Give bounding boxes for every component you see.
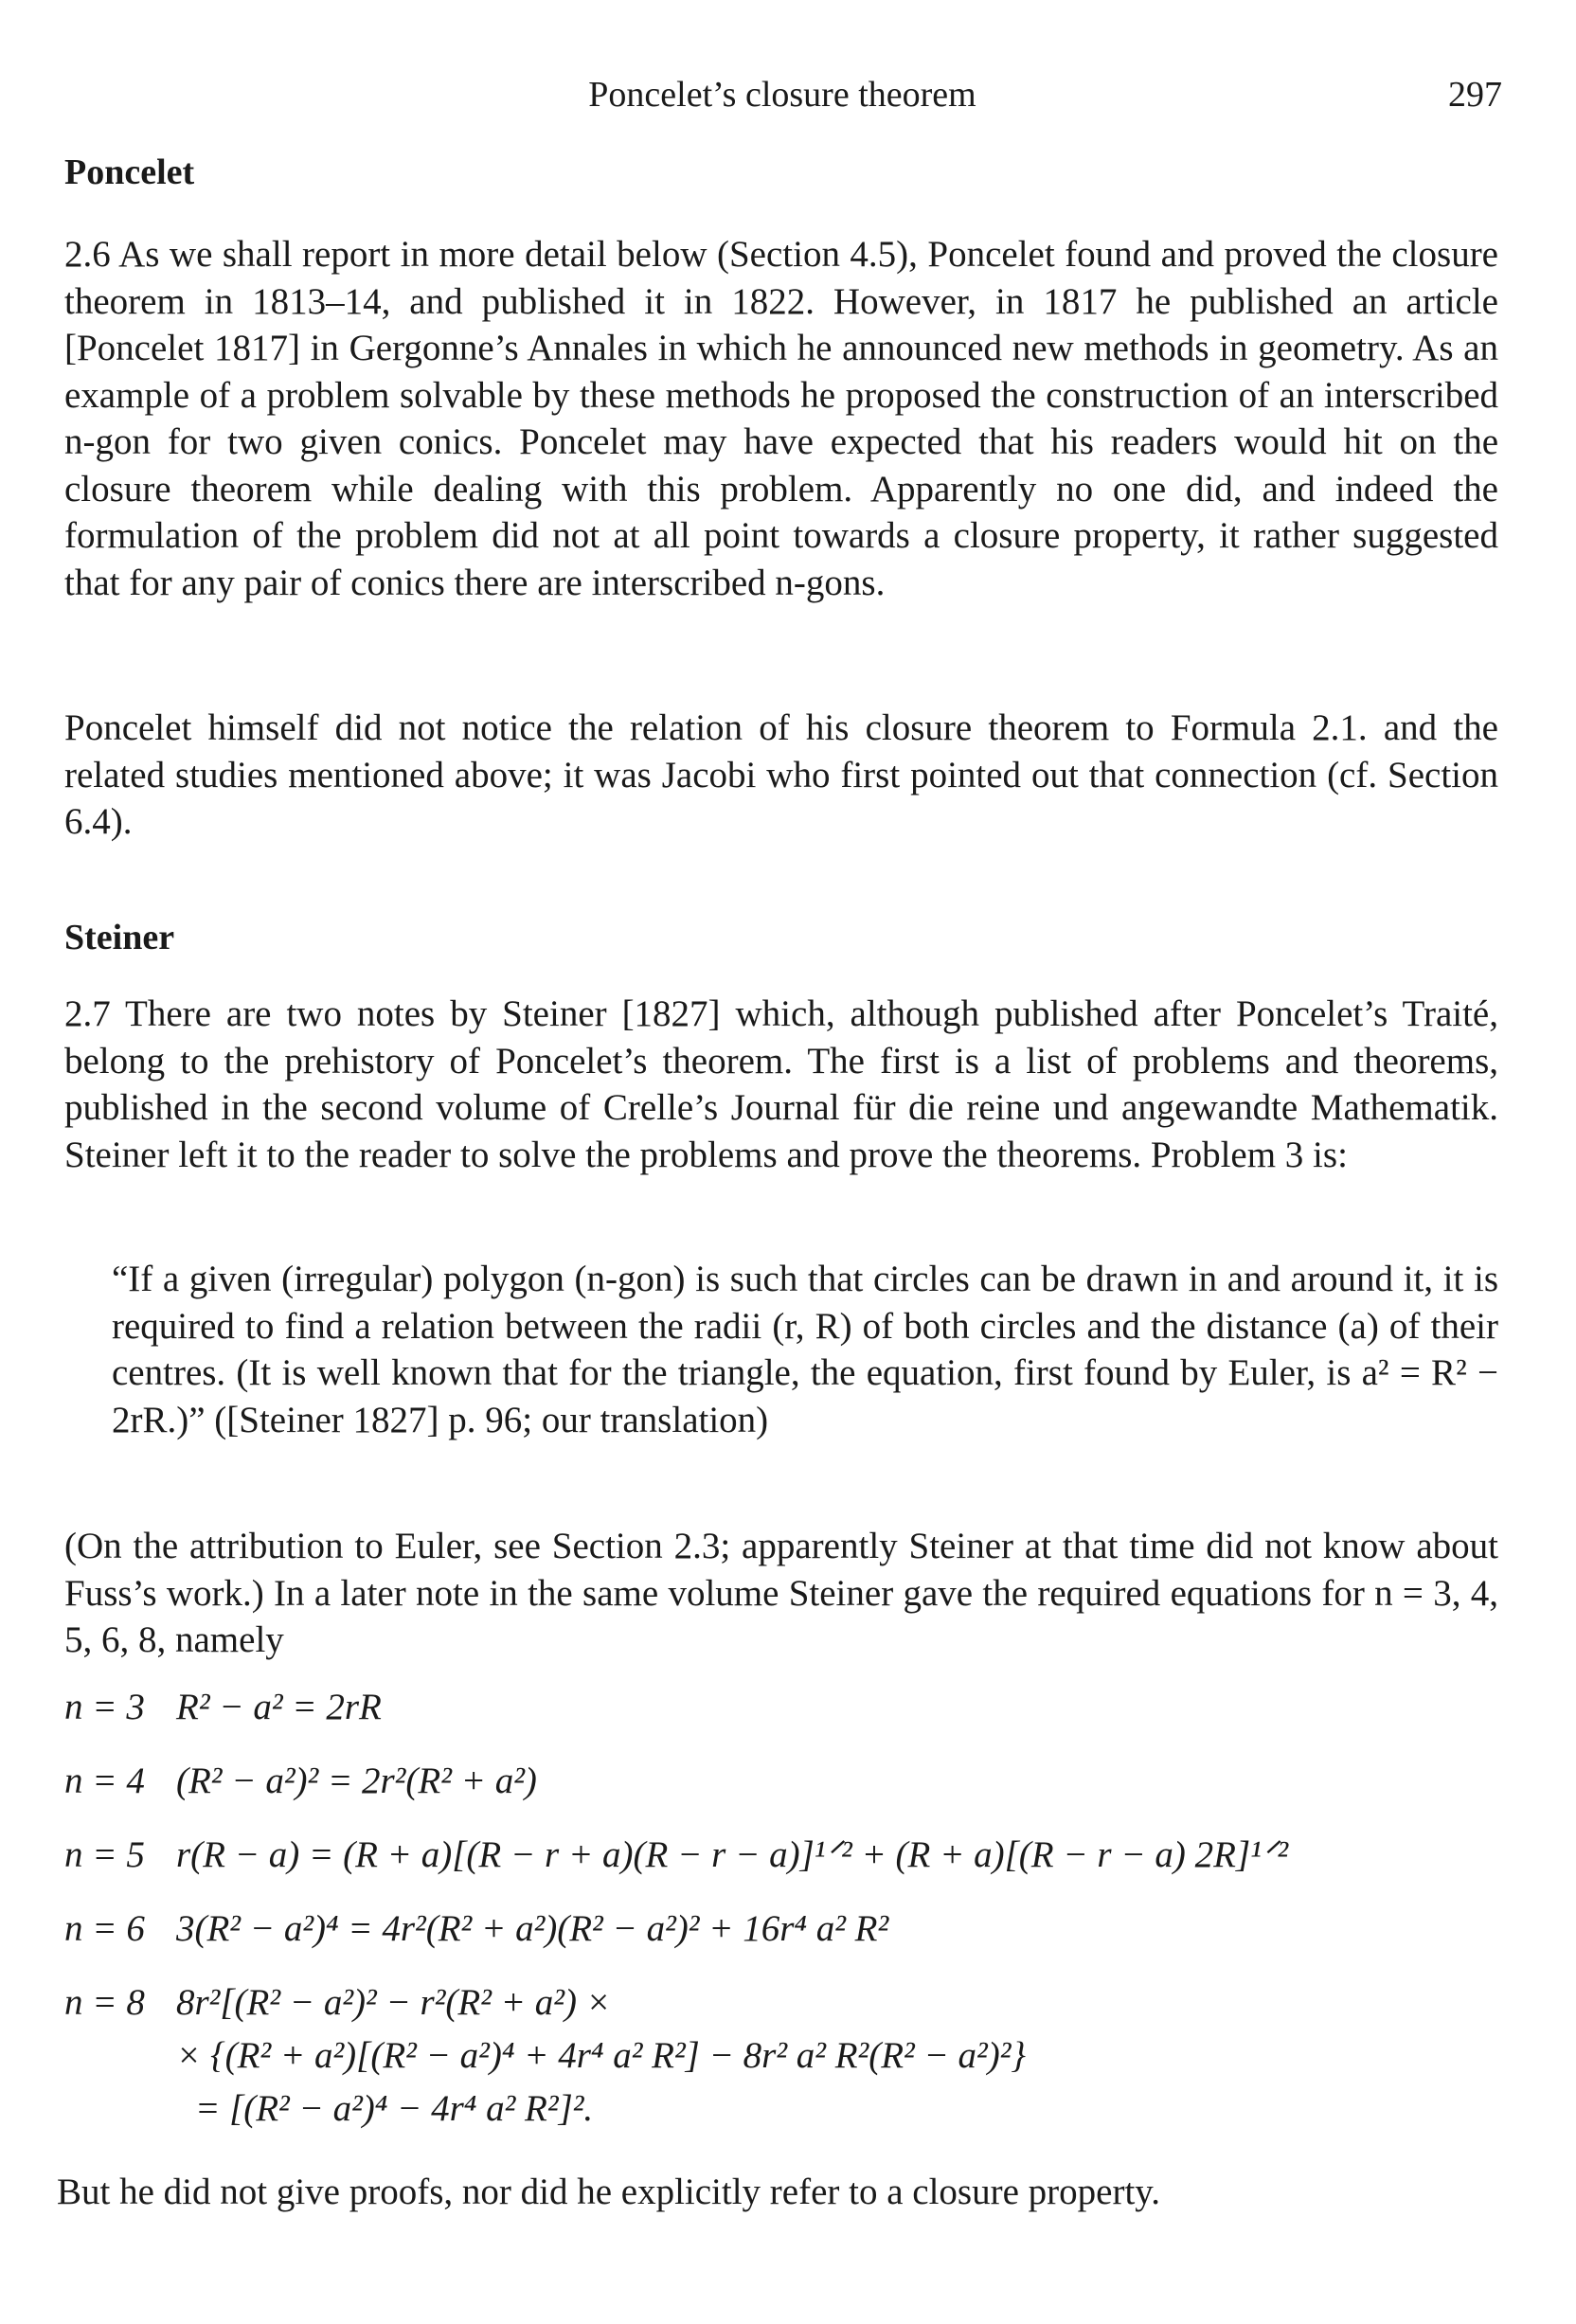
- section-heading-poncelet: Poncelet: [64, 152, 195, 192]
- steiner-problem-quote: “If a given (irregular) polygon (n-gon) is such that circles can be drawn in and around it, it is required to find a relation between the radii (r, R) of both circles and the distance (a) of their centres. (It is well known that for the triangle, the equation, first found by Euler, is a² = R² − 2rR.)” ([Steiner 1827] p. 96; our translation): [112, 1259, 1498, 1440]
- equation-expression: r(R − a) = (R + a)[(R − r + a)(R − r − a)]¹ᐟ² + (R + a)[(R − r − a) 2R]¹ᐟ²: [176, 1834, 1289, 1875]
- equation-label: n = 6: [64, 1908, 145, 1949]
- closing-sentence: But he did not give proofs, nor did he explicitly refer to a closure property.: [57, 2172, 1160, 2212]
- equation-expression: R² − a² = 2rR: [176, 1687, 382, 1727]
- equation-label: n = 8: [64, 1982, 145, 2023]
- page-number: 297: [1448, 75, 1502, 115]
- equation-expression: 8r²[(R² − a²)² − r²(R² + a²) ×: [176, 1982, 611, 2023]
- paragraph-2-6: 2.6 As we shall report in more detail below (Section 4.5), Poncelet found and proved the closure theorem in 1813–14, and published it in 1822. However, in 1817 he published an article [Poncelet 1817] in Gergonne’s Annales in which he announced new methods in geometry. As an example of a problem solvable by these methods he proposed the construction of an interscribed n-gon for two given conics. Poncelet may have expected that his readers would hit on the closure theorem while dealing with this problem. Apparently no one did, and indeed the formulation of the problem did not at all point towards a closure property, it rather suggested that for any pair of conics there are interscribed n-gons.: [64, 234, 1498, 603]
- paragraph-euler-attribution: (On the attribution to Euler, see Section 2.3; apparently Steiner at that time did not know about Fuss’s work.) In a later note in the same volume Steiner gave the required equations for n = 3, 4, 5, 6, 8, namely: [64, 1526, 1498, 1660]
- running-head: [63, 74, 1502, 121]
- equation-continuation: = [(R² − a²)⁴ − 4r⁴ a² R²]².: [195, 2088, 594, 2129]
- equation-label: n = 5: [64, 1834, 145, 1875]
- running-title: Poncelet’s closure theorem: [588, 75, 976, 115]
- equation-expression: 3(R² − a²)⁴ = 4r²(R² + a²)(R² − a²)² + 16r⁴ a² R²: [176, 1908, 889, 1949]
- equation-continuation: × {(R² + a²)[(R² − a²)⁴ + 4r⁴ a² R²] − 8r² a² R²(R² − a²)²}: [176, 2035, 1027, 2076]
- section-heading-steiner: Steiner: [64, 918, 175, 957]
- paragraph-2-7: 2.7 There are two notes by Steiner [1827] which, although published after Poncelet’s Traité, belong to the prehistory of Poncelet’s theorem. The first is a list of problems and theorems, published in the second volume of Crelle’s Journal für die reine und angewandte Mathematik. Steiner left it to the reader to solve the problems and prove the theorems. Problem 3 is:: [64, 993, 1498, 1175]
- equation-expression: (R² − a²)² = 2r²(R² + a²): [176, 1761, 537, 1801]
- paragraph-poncelet-jacobi: Poncelet himself did not notice the relation of his closure theorem to Formula 2.1. and the related studies mentioned above; it was Jacobi who first pointed out that connection (cf. Section 6.4).: [64, 707, 1498, 842]
- equation-label: n = 3: [64, 1687, 145, 1727]
- equation-label: n = 4: [64, 1761, 145, 1801]
